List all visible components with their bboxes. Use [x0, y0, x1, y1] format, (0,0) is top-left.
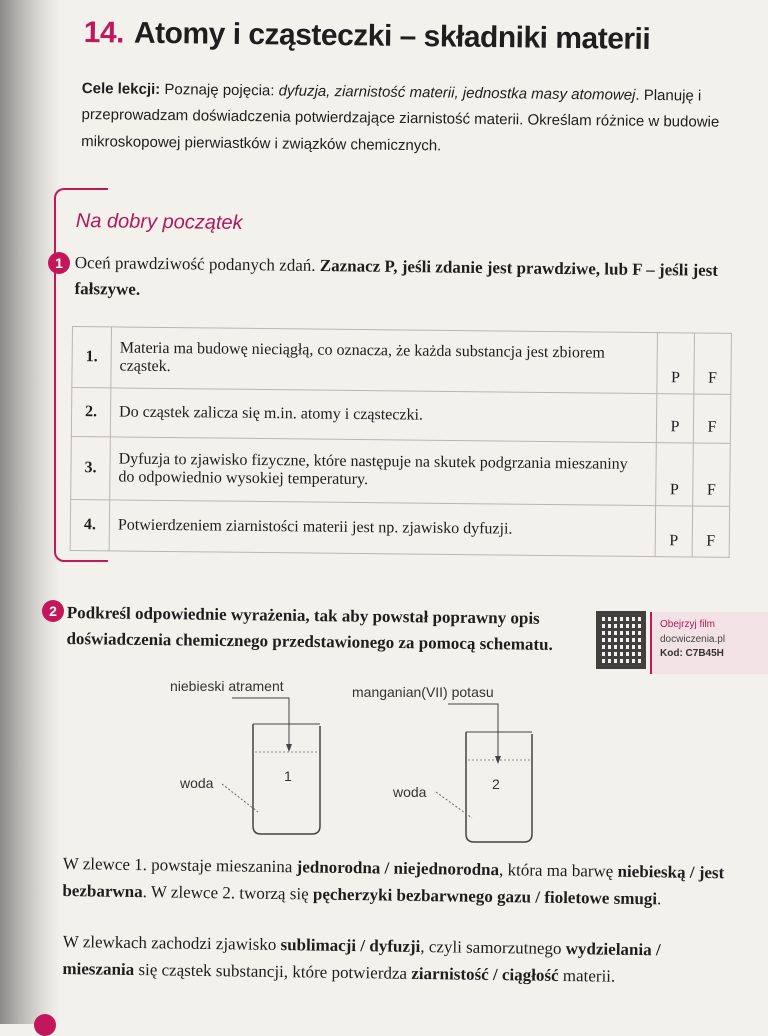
statement-text: Dyfuzja to zjawisko fizyczne, które następuje na skutek podgrzania mieszaniny do odpowiednio wysokiej temperatury. [110, 437, 657, 506]
answer-f[interactable]: F [693, 443, 731, 506]
goals-intro: Poznaję pojęcia: [160, 80, 279, 100]
statement-text: Materia ma budowę nieciągłą, co oznacza, że każda substancja jest zbiorem cząstek. [111, 327, 658, 394]
p1-text: , która ma barwę [498, 860, 618, 881]
p2-text: materii. [558, 966, 616, 986]
table-row [72, 327, 732, 395]
task-2-badge: 2 [42, 600, 64, 622]
answer-f[interactable]: F [694, 333, 732, 394]
p2-choice-phenomenon[interactable]: sublimacji / dyfuzji [280, 935, 421, 956]
label-potassium-permanganate: manganian(VII) potasu [352, 684, 494, 700]
answer-p[interactable]: P [657, 333, 695, 394]
task-1-badge: 1 [48, 252, 70, 274]
answer-p[interactable]: P [655, 506, 693, 557]
ink-pointer-line [232, 698, 289, 748]
water-1-pointer [222, 784, 258, 812]
p2-choice-structure[interactable]: ziarnistość / ciągłość [411, 964, 559, 986]
p1-choice-color[interactable]: niebieską / jest bezbarwna [62, 861, 725, 902]
lesson-title [84, 16, 651, 57]
table-row [71, 436, 731, 506]
task-1-instruction-bold: Zaznacz P, jeśli zdanie jest prawdziwe, lub F – jeśli jest fałszywe. [74, 255, 719, 299]
task-2-instruction: Podkreśl odpowiednie wyrażenia, tak aby powstał poprawny opis doświadczenia chemicznego przedstawionego za pomocą schematu. [66, 602, 553, 655]
lesson-goals [81, 76, 732, 163]
goals-rest: . Planuję i przeprowadzam doświadczenia potwierdzające ziarnistość materii. Określam różnice w budowie mikroskopowej pierwiastków i związków chemicznych. [81, 86, 720, 154]
goals-terms: dyfuzja, ziarnistość materii, jednostka masy atomowej [278, 82, 636, 104]
true-false-table [70, 326, 732, 558]
answer-f[interactable]: F [693, 394, 731, 443]
p1-text: W zlewce 1. powstaje mieszanina [62, 853, 297, 877]
row-number: 4. [70, 499, 110, 550]
kmno4-pointer-line [448, 704, 498, 760]
row-number: 2. [71, 388, 111, 437]
p2-text: W zlewkach zachodzi zjawisko [62, 931, 281, 955]
label-water-1: woda [180, 775, 214, 791]
qr-code-icon[interactable] [596, 611, 646, 669]
p1-text: . [656, 889, 662, 909]
answer-p[interactable]: P [656, 443, 694, 506]
beaker-1-number: 1 [284, 768, 292, 784]
film-link-label: Obejrzyj film [660, 619, 716, 630]
p1-choice-mixture[interactable]: jednorodna / niejednorodna [296, 857, 500, 880]
film-link-site: docwiczenia.pl [660, 633, 726, 645]
task-2-paragraph-1 [62, 850, 728, 914]
water-2-pointer [436, 792, 472, 818]
row-number: 3. [71, 436, 111, 499]
table-row [70, 499, 729, 557]
beaker-2-number: 2 [492, 776, 500, 792]
p1-choice-beaker2[interactable]: pęcherzyki bezbarwnego gazu / fioletowe smugi [312, 884, 658, 909]
lesson-number: 14. [83, 16, 125, 50]
lesson-title-text: Atomy i cząsteczki – składniki materii [133, 16, 651, 56]
answer-p[interactable]: P [656, 394, 694, 443]
next-task-badge [34, 1014, 56, 1036]
label-water-2: woda [393, 784, 427, 800]
row-number: 1. [72, 327, 112, 388]
table-row [71, 388, 730, 444]
p1-text: . W zlewce 2. tworzą się [142, 882, 314, 904]
p2-choice-process[interactable]: wydzielania / mieszania [62, 939, 661, 980]
task-1-instruction-plain: Oceń prawdziwość podanych zdań. [74, 252, 320, 275]
answer-f[interactable]: F [692, 506, 730, 557]
task-1-instruction [74, 250, 735, 309]
page-binding-shadow [0, 0, 60, 1024]
p2-text: się cząstek substancji, które potwierdza [134, 960, 412, 984]
kmno4-arrow-head [495, 756, 501, 764]
label-ink: niebieski atrament [170, 678, 284, 694]
statement-text: Potwierdzeniem ziarnistości materii jest np. zjawisko dyfuzji. [109, 500, 656, 557]
film-link-box[interactable] [650, 612, 768, 674]
goals-label: Cele lekcji: [81, 79, 161, 98]
p2-text: , czyli samorzutnego [420, 936, 566, 959]
task-2-paragraph-2 [62, 928, 728, 992]
statement-text: Do cząstek zalicza się m.in. atomy i cząsteczki. [110, 388, 656, 443]
ink-arrow-head [286, 744, 292, 752]
film-link-code: Kod: C7B45H [660, 648, 724, 659]
section-title: Na dobry początek [75, 210, 243, 235]
